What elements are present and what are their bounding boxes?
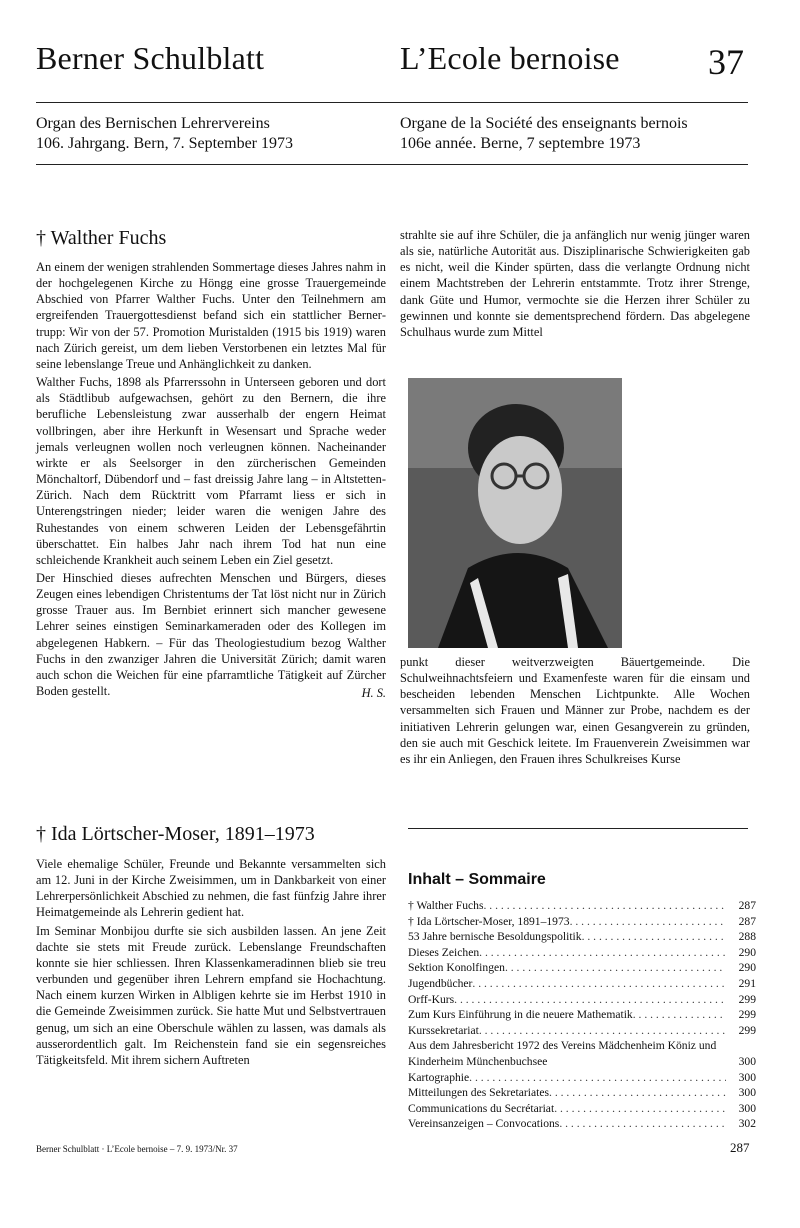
article1-body <box>36 259 386 701</box>
toc-item[interactable]: Kurssekretariat . . . 299 <box>408 1023 756 1039</box>
toc-item[interactable]: Vereinsanzeigen – Convocations . . . 302 <box>408 1116 756 1132</box>
subheader-right-line1: Organe de la Société des enseignants bernois <box>400 115 688 132</box>
toc-item[interactable]: Jugendbücher . . . 291 <box>408 976 756 992</box>
subheader-left-line2: 106. Jahrgang. Bern, 7. September 1973 <box>36 135 293 152</box>
toc-item[interactable]: Zum Kurs Einführung in die neuere Mathematik . . . 299 <box>408 1007 756 1023</box>
subheader-left <box>36 114 376 154</box>
toc-item[interactable]: † Ida Lörtscher-Moser, 1891–1973 . . . 287 <box>408 914 756 930</box>
article2-heading: † Ida Lörtscher-Moser, 1891–1973 <box>36 823 315 845</box>
article1-signature: H. S. <box>361 686 386 701</box>
article1-paragraph: Walther Fuchs, 1898 als Pfarrerssohn in Unterseen geboren und dort als Städtlibub aufgewachsen, gehört zu den Bernern, die ihre berufliche Lebensleistung zwar ausserhalb der engern Heimat vollbringen, aber ihre Herkunft in Wesensart und Sprache weder jemals verleugnen wollen noch verleugnen können. Nacheinander wirkte er als Seelsorger in den zürcherischen Gemeinden Mönchaltorf, Dübendorf und – fast dreissig Jahre lang – in Altstetten-Zürich. Nach dem Rücktritt vom Pfarramt liess er sich in Unterengstringen nieder; leider waren die wenigen Jahre des Ruhestandes von einem schweren Leiden der Lebensgefährtin überschattet. Ein halbes Jahr nach ihrem Tod hat nun eine schleichende Krankheit auch seinem Leben ein Ziel gesetzt. <box>36 375 386 567</box>
toc-item[interactable]: Mitteilungen des Sekretariates . . . 300 <box>408 1085 756 1101</box>
toc-item[interactable]: Dieses Zeichen . . . 290 <box>408 945 756 961</box>
masthead-left-title: Berner Schulblatt <box>36 40 265 76</box>
toc-item[interactable]: 53 Jahre bernische Besoldungspolitik . . . 288 <box>408 929 756 945</box>
article2-continuation-top <box>400 227 750 342</box>
toc-item[interactable]: Kartographie . . . 300 <box>408 1070 756 1086</box>
article1-paragraph: An einem der wenigen strahlenden Sommertage dieses Jahres nahm in der hochgelegenen Kirche zu Höngg eine grosse Trauergemeinde Abschied von Pfarrer Walther Fuchs. Unter den Teilnehmern am ergreifenden Trauergottesdienst befand sich ein stattlicher Bernertrupp: Wir von der 57. Promotion Muristalden (1915 bis 1919) waren nach Zürich gereist, um dem lieben Verstorbenen ein letztes Mal für seine lebenslange Treue und Anhänglichkeit zu danken. <box>36 260 386 371</box>
article2-continuation-top-text: strahlte sie auf ihre Schüler, die ja anfänglich nur wenig jünger waren als sie, natürliche Autorität aus. Disziplinarische Schwierigkeiten gab es nicht, weil die Kinder spürten, dass die verlangte Ordnung nicht einem Machtstreben der Lehrerin entstammte. Trotz ihrer Strenge, dank Güte und Humor, vermochte sie die Herzen ihrer Schüler zu gewinnen und konnte sie dementsprechend fördern. Das abgelegene Schulhaus wurde zum Mittel <box>400 228 750 339</box>
portrait-illustration <box>408 378 622 648</box>
article2-continuation-bottom-text: punkt dieser weitverzweigten Bäuertgemeinde. Die Schulweihnachtsfeiern und Examenfeste waren für die einsam und bescheiden lebenden Menschen Lichtpunkte. Alle Wochen versammelten sich Frauen und Männer zur Probe, nachdem es der initiativen Lehrerin gelungen war, einen Gesangverein zu gründen, den sie auch mit Geschick leitete. Im Frauenverein Zweisimmen war es ihr ein Anliegen, den Frauen ihres Schulkreises Kurse <box>400 655 750 766</box>
masthead-rule <box>36 102 748 103</box>
subheader-right-line2: 106e année. Berne, 7 septembre 1973 <box>400 135 641 152</box>
toc-item[interactable]: Orff-Kurs . . . 299 <box>408 992 756 1008</box>
article2-paragraph: Im Seminar Monbijou durfte sie sich ausbilden lassen. An jene Zeit dachte sie stets mit Freude zurück. Lebenslange Freundschaften konnte sie hier schliessen. Ihren Klassenkameradinnen blieb sie treu verbunden und gegenüber ihren Lehrern empfand sie Hochachtung. Nach einem kurzen Wirken in Albligen kehrte sie im Herbst 1910 in die Gemeinde Zweisimmen zurück. Sie hatte Mut und Selbstvertrauen genug, um sich an eine Oberschule wählen zu lassen, was damals als ausserordentlich galt. Im Reichenstein fand sie ein segensreiches Tätigkeitsfeld. Mit ihrem sichern Auftreten <box>36 923 386 1067</box>
toc-item[interactable]: † Walther Fuchs . . . 287 <box>408 898 756 914</box>
toc-item[interactable]: Aus dem Jahresbericht 1972 des Vereins Mädchenheim Köniz und Kinderheim Münchenbuchsee 300 <box>408 1039 756 1068</box>
article2-body <box>36 856 386 1070</box>
masthead-page-number: 37 <box>708 42 744 82</box>
footer-page-number: 287 <box>730 1140 750 1155</box>
subheader-right <box>400 114 750 154</box>
article2-continuation-bottom <box>400 654 750 769</box>
article1-paragraph: Der Hinschied dieses aufrechten Menschen und Bürgers, dieses Zeugen eines lebendigen Christentums der Tat löst nicht nur in Zürich grosse Trauer aus. Im Bernbiet erinnert sich mancher gewesene Lehrer seines einstigen Seminarkameraden oder des Kollegen im abgelegenen Habkern. – Für das Theologiestudium bezog Walther Fuchs in den zwanziger Jahren die Universität Zürich; damit waren auch schon die Weichen für eine pfarramtliche Tätigkeit auf Zürcher Boden gestellt. <box>36 570 386 699</box>
article1-heading: † Walther Fuchs <box>36 227 167 249</box>
toc-item[interactable]: Communications du Secrétariat . . . 300 <box>408 1101 756 1117</box>
article2-paragraph: Viele ehemalige Schüler, Freunde und Bekannte versammelten sich am 12. Juni in der Kirche Zweisimmen, um in Dankbarkeit von einer Lehrerpersönlichkeit Abschied zu nehmen, die fast fünfzig Jahre ihrer Heimatgemeinde als Lehrerin gedient hat. <box>36 857 386 920</box>
toc-title: Inhalt – Sommaire <box>408 871 546 888</box>
toc-list <box>408 898 756 1132</box>
subheader-left-line1: Organ des Bernischen Lehrervereins <box>36 115 270 132</box>
portrait-photo <box>408 378 622 648</box>
footer-left: Berner Schulblatt · L’Ecole bernoise – 7. 9. 1973/Nr. 37 <box>36 1144 238 1154</box>
subheader-rule <box>36 164 748 165</box>
masthead-right-title: L’Ecole bernoise <box>400 40 620 76</box>
toc-top-rule <box>408 828 748 829</box>
toc-item[interactable]: Sektion Konolfingen . . . 290 <box>408 960 756 976</box>
